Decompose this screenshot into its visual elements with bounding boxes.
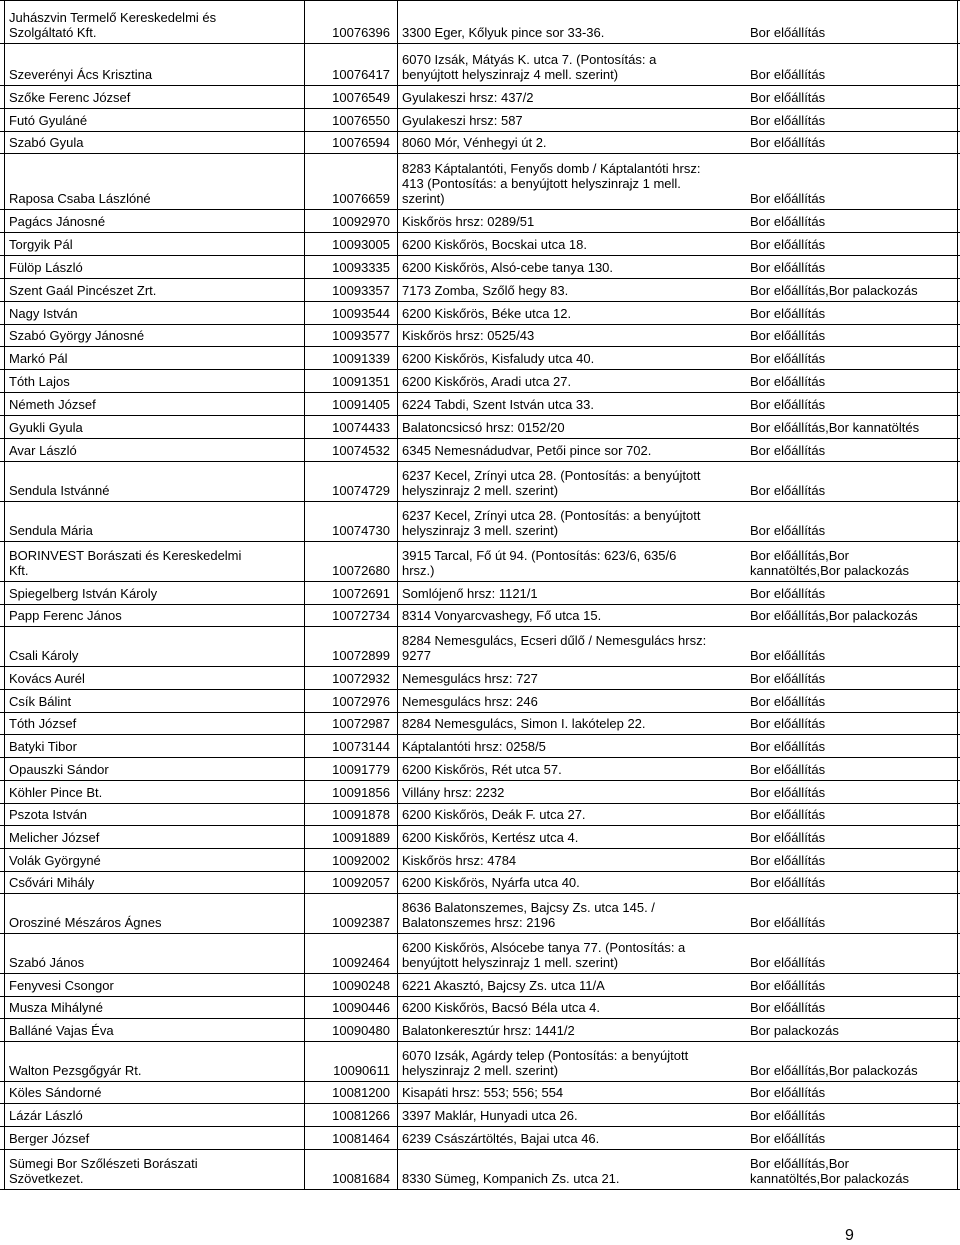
address-cell: Nemesgulács hrsz: 727 xyxy=(402,671,538,686)
table-row xyxy=(0,1019,960,1042)
holder-name-cell: Nagy István xyxy=(9,306,78,321)
table-row xyxy=(0,233,960,256)
table-row xyxy=(0,1104,960,1127)
table-row xyxy=(0,256,960,279)
activity-cell: Bor előállítás xyxy=(750,853,826,868)
table-row xyxy=(0,439,960,462)
activity-cell: Bor előállítás xyxy=(750,113,826,128)
activity-cell: Bor előállítás xyxy=(750,830,826,845)
table-row xyxy=(0,605,960,627)
address-cell: 3915 Tarcal, Fő út 94. (Pontosítás: 623/6, 635/6 hrsz.) xyxy=(402,548,677,578)
address-cell: 6200 Kiskőrös, Béke utca 12. xyxy=(402,306,572,321)
address-cell: 6237 Kecel, Zrínyi utca 28. (Pontosítás: a benyújtott helyszinrajz 3 mell. szerint) xyxy=(402,508,701,538)
holder-name-cell: Spiegelberg István Károly xyxy=(9,586,158,601)
activity-cell: Bor előállítás xyxy=(750,694,826,709)
address-cell: 6200 Kiskőrös, Rét utca 57. xyxy=(402,762,562,777)
address-cell: 8636 Balatonszemes, Bajcsy Zs. utca 145. / Balatonszemes hrsz: 2196 xyxy=(402,900,655,930)
holder-name-cell: Raposa Csaba Lászlóné xyxy=(9,191,151,206)
registration-number-cell: 10092464 xyxy=(332,955,390,970)
address-cell: 3300 Eger, Kőlyuk pince sor 33-36. xyxy=(402,25,605,40)
holder-name-cell: Köles Sándorné xyxy=(9,1085,102,1100)
holder-name-cell: Sendula Istvánné xyxy=(9,483,110,498)
activity-cell: Bor előállítás xyxy=(750,586,826,601)
holder-name-cell: Pszota István xyxy=(9,807,88,822)
table-row xyxy=(0,416,960,439)
holder-name-cell: Torgyik Pál xyxy=(9,237,73,252)
holder-name-cell: Lázár László xyxy=(9,1108,83,1123)
address-cell: 3397 Maklár, Hunyadi utca 26. xyxy=(402,1108,578,1123)
address-cell: 6200 Kiskőrös, Alsó-cebe tanya 130. xyxy=(402,260,614,275)
registration-number-cell: 10072691 xyxy=(332,586,390,601)
holder-name-cell: Gyukli Gyula xyxy=(9,420,83,435)
table-row xyxy=(0,370,960,393)
address-cell: 8284 Nemesgulács, Simon I. lakótelep 22. xyxy=(402,716,646,731)
address-cell: 6200 Kiskőrös, Nyárfa utca 40. xyxy=(402,875,580,890)
address-cell: Kiskőrös hrsz: 4784 xyxy=(402,853,517,868)
activity-cell: Bor előállítás xyxy=(750,523,826,538)
registration-number-cell: 10090611 xyxy=(333,1063,390,1078)
registration-number-cell: 10072976 xyxy=(332,694,390,709)
table-row xyxy=(0,347,960,370)
activity-cell: Bor előállítás xyxy=(750,716,826,731)
address-cell: 6345 Nemesnádudvar, Petői pince sor 702. xyxy=(402,443,652,458)
activity-cell: Bor előállítás xyxy=(750,955,826,970)
registration-number-cell: 10090480 xyxy=(332,1023,390,1038)
holder-name-cell: BORINVEST Borászati és Kereskedelmi Kft. xyxy=(9,548,242,578)
holder-name-cell: Tóth Lajos xyxy=(9,374,70,389)
activity-cell: Bor előállítás xyxy=(750,785,826,800)
activity-cell: Bor előállítás xyxy=(750,807,826,822)
holder-name-cell: Csővári Mihály xyxy=(9,875,95,890)
activity-cell: Bor előállítás xyxy=(750,978,826,993)
address-cell: 6200 Kiskőrös, Bocskai utca 18. xyxy=(402,237,587,252)
table-row xyxy=(0,44,960,86)
table-row xyxy=(0,1150,960,1190)
page-number: 9 xyxy=(845,1227,854,1244)
holder-name-cell: Szabó György Jánosné xyxy=(9,328,145,343)
table-row xyxy=(0,542,960,582)
table-row xyxy=(0,627,960,667)
address-cell: Gyulakeszi hrsz: 587 xyxy=(402,113,523,128)
address-cell: 6239 Császártöltés, Bajai utca 46. xyxy=(402,1131,600,1146)
address-cell: 6200 Kiskőrös, Kertész utca 4. xyxy=(402,830,579,845)
registration-number-cell: 10076549 xyxy=(332,90,390,105)
holder-name-cell: Juhászvin Termelő Kereskedelmi és Szolgáltató Kft. xyxy=(9,10,217,40)
address-cell: 6200 Kiskőrös, Bacsó Béla utca 4. xyxy=(402,1000,601,1015)
activity-cell: Bor előállítás xyxy=(750,483,826,498)
activity-cell: Bor előállítás xyxy=(750,214,826,229)
registration-number-cell: 10093335 xyxy=(332,260,390,275)
table-row xyxy=(0,462,960,502)
holder-name-cell: Melicher József xyxy=(9,830,100,845)
holder-name-cell: Sümegi Bor Szőlészeti Borászati Szövetkezet. xyxy=(9,1156,198,1186)
activity-cell: Bor előállítás xyxy=(750,671,826,686)
registration-number-cell: 10091339 xyxy=(332,351,390,366)
table-row xyxy=(0,934,960,974)
address-cell: 8314 Vonyarcvashegy, Fő utca 15. xyxy=(402,608,602,623)
address-cell: 6070 Izsák, Agárdy telep (Pontosítás: a benyújtott helyszinrajz 2 mell. szerint) xyxy=(402,1048,689,1078)
holder-name-cell: Berger József xyxy=(9,1131,90,1146)
address-cell: 6200 Kiskőrös, Deák F. utca 27. xyxy=(402,807,586,822)
registration-number-cell: 10072734 xyxy=(332,608,390,623)
activity-cell: Bor előállítás,Bor palackozás xyxy=(750,1063,918,1078)
activity-cell: Bor palackozás xyxy=(750,1023,839,1038)
activity-cell: Bor előállítás xyxy=(750,397,826,412)
activity-cell: Bor előállítás xyxy=(750,191,826,206)
table-row xyxy=(0,0,960,44)
holder-name-cell: Orosziné Mészáros Ágnes xyxy=(9,915,162,930)
activity-cell: Bor előállítás xyxy=(750,374,826,389)
registration-number-cell: 10093005 xyxy=(332,237,390,252)
activity-cell: Bor előállítás,Bor palackozás xyxy=(750,608,918,623)
table-row xyxy=(0,804,960,826)
holder-name-cell: Papp Ferenc János xyxy=(9,608,122,623)
registration-number-cell: 10091405 xyxy=(332,397,390,412)
registration-number-cell: 10076396 xyxy=(332,25,390,40)
address-cell: 6200 Kiskőrös, Aradi utca 27. xyxy=(402,374,572,389)
address-cell: Balatoncsicsó hrsz: 0152/20 xyxy=(402,420,565,435)
registration-number-cell: 10074729 xyxy=(332,483,390,498)
registration-number-cell: 10074730 xyxy=(332,523,390,538)
address-cell: 6200 Kiskőrös, Kisfaludy utca 40. xyxy=(402,351,595,366)
table-row xyxy=(0,826,960,849)
table-row xyxy=(0,974,960,997)
registration-number-cell: 10081464 xyxy=(332,1131,390,1146)
activity-cell: Bor előállítás xyxy=(750,25,826,40)
table-row xyxy=(0,735,960,758)
holder-name-cell: Volák Györgyné xyxy=(9,853,101,868)
address-cell: Káptalantóti hrsz: 0258/5 xyxy=(402,739,546,754)
table-row xyxy=(0,325,960,347)
holder-name-cell: Batyki Tibor xyxy=(9,739,77,754)
activity-cell: Bor előállítás,Bor kannatöltés,Bor palackozás xyxy=(750,548,909,578)
activity-cell: Bor előállítás xyxy=(750,762,826,777)
registration-number-cell: 10092002 xyxy=(332,853,390,868)
holder-name-cell: Sendula Mária xyxy=(9,523,93,538)
table-row xyxy=(0,872,960,894)
holder-name-cell: Balláné Vajas Éva xyxy=(9,1023,114,1038)
table-row xyxy=(0,109,960,132)
address-cell: 7173 Zomba, Szőlő hegy 83. xyxy=(402,283,569,298)
holder-name-cell: Szent Gaál Pincészet Zrt. xyxy=(9,283,157,298)
address-cell: Kiskőrös hrsz: 0289/51 xyxy=(402,214,535,229)
table-row xyxy=(0,690,960,713)
holder-name-cell: Fülöp László xyxy=(9,260,83,275)
registration-number-cell: 10076594 xyxy=(332,135,390,150)
registration-number-cell: 10076550 xyxy=(332,113,390,128)
table-row xyxy=(0,849,960,872)
holder-name-cell: Szabó János xyxy=(9,955,85,970)
holder-name-cell: Szabó Gyula xyxy=(9,135,84,150)
activity-cell: Bor előállítás xyxy=(750,1000,826,1015)
address-cell: 8330 Sümeg, Kompanich Zs. utca 21. xyxy=(402,1171,620,1186)
registration-number-cell: 10072932 xyxy=(332,671,390,686)
activity-cell: Bor előállítás,Bor palackozás xyxy=(750,283,918,298)
table-row xyxy=(0,582,960,605)
registration-number-cell: 10076659 xyxy=(332,191,390,206)
activity-cell: Bor előállítás xyxy=(750,351,826,366)
address-cell: 6200 Kiskőrös, Alsócebe tanya 77. (Pontosítás: a benyújtott helyszinrajz 1 mell. szerint) xyxy=(402,940,686,970)
activity-cell: Bor előállítás xyxy=(750,1085,826,1100)
table-row xyxy=(0,667,960,690)
activity-cell: Bor előállítás,Bor kannatöltés xyxy=(750,420,920,435)
table-row xyxy=(0,154,960,210)
address-cell: 8284 Nemesgulács, Ecseri dűlő / Nemesgulács hrsz: 9277 xyxy=(402,633,707,663)
registration-number-cell: 10091779 xyxy=(332,762,390,777)
table-row xyxy=(0,502,960,542)
registration-number-cell: 10093577 xyxy=(332,328,390,343)
registration-number-cell: 10093357 xyxy=(332,283,390,298)
holder-name-cell: Csík Bálint xyxy=(9,694,72,709)
activity-cell: Bor előállítás xyxy=(750,915,826,930)
table-row xyxy=(0,132,960,154)
address-cell: Kiskőrös hrsz: 0525/43 xyxy=(402,328,535,343)
activity-cell: Bor előállítás xyxy=(750,67,826,82)
registration-number-cell: 10081200 xyxy=(332,1085,390,1100)
address-cell: Nemesgulács hrsz: 246 xyxy=(402,694,538,709)
holder-name-cell: Csali Károly xyxy=(9,648,79,663)
registration-number-cell: 10073144 xyxy=(332,739,390,754)
address-cell: 8060 Mór, Vénhegyi út 2. xyxy=(402,135,547,150)
registration-number-cell: 10081684 xyxy=(332,1171,390,1186)
registration-number-cell: 10092387 xyxy=(332,915,390,930)
holder-name-cell: Markó Pál xyxy=(9,351,68,366)
activity-cell: Bor előállítás,Bor kannatöltés,Bor palackozás xyxy=(750,1156,909,1186)
registration-number-cell: 10091889 xyxy=(332,830,390,845)
registration-number-cell: 10081266 xyxy=(332,1108,390,1123)
holder-name-cell: Tóth József xyxy=(9,716,77,731)
holder-name-cell: Walton Pezsgőgyár Rt. xyxy=(9,1063,142,1078)
table-row xyxy=(0,1127,960,1150)
table-row xyxy=(0,279,960,302)
address-cell: Balatonkeresztúr hrsz: 1441/2 xyxy=(402,1023,575,1038)
address-cell: 8283 Káptalantóti, Fenyős domb / Káptalantóti hrsz: 413 (Pontosítás: a benyújtott helyszinrajz 1 mell. szerint) xyxy=(402,161,701,206)
activity-cell: Bor előállítás xyxy=(750,1131,826,1146)
address-cell: 6237 Kecel, Zrínyi utca 28. (Pontosítás: a benyújtott helyszinrajz 2 mell. szerint) xyxy=(402,468,701,498)
table-row xyxy=(0,781,960,804)
holder-name-cell: Szőke Ferenc József xyxy=(9,90,131,105)
holder-name-cell: Kovács Aurél xyxy=(9,671,85,686)
registration-number-cell: 10072899 xyxy=(332,648,390,663)
registration-number-cell: 10074433 xyxy=(332,420,390,435)
address-cell: Villány hrsz: 2232 xyxy=(402,785,505,800)
registration-number-cell: 10090248 xyxy=(332,978,390,993)
registration-number-cell: 10072680 xyxy=(332,563,390,578)
activity-cell: Bor előállítás xyxy=(750,306,826,321)
holder-name-cell: Szeverényi Ács Krisztina xyxy=(9,67,153,82)
table-row xyxy=(0,302,960,325)
activity-cell: Bor előállítás xyxy=(750,237,826,252)
table-row xyxy=(0,894,960,934)
registration-number-cell: 10076417 xyxy=(332,67,390,82)
registration-number-cell: 10093544 xyxy=(332,306,390,321)
table-row xyxy=(0,758,960,781)
registration-number-cell: 10091351 xyxy=(332,374,390,389)
activity-cell: Bor előállítás xyxy=(750,90,826,105)
activity-cell: Bor előállítás xyxy=(750,328,826,343)
holder-name-cell: Musza Mihályné xyxy=(9,1000,103,1015)
table-row xyxy=(0,393,960,416)
registration-number-cell: 10072987 xyxy=(332,716,390,731)
registration-number-cell: 10092970 xyxy=(332,214,390,229)
table-row xyxy=(0,210,960,233)
registration-number-cell: 10074532 xyxy=(332,443,390,458)
registration-number-cell: 10091856 xyxy=(332,785,390,800)
table-row xyxy=(0,1082,960,1104)
holder-name-cell: Fenyvesi Csongor xyxy=(9,978,114,993)
table-row xyxy=(0,997,960,1019)
table-row xyxy=(0,86,960,109)
table-row xyxy=(0,1042,960,1082)
address-cell: 6221 Akasztó, Bajcsy Zs. utca 11/A xyxy=(402,978,605,993)
registration-number-cell: 10092057 xyxy=(332,875,390,890)
activity-cell: Bor előállítás xyxy=(750,1108,826,1123)
table-row xyxy=(0,713,960,735)
address-cell: 6224 Tabdi, Szent István utca 33. xyxy=(402,397,595,412)
holder-name-cell: Opauszki Sándor xyxy=(9,762,109,777)
activity-cell: Bor előállítás xyxy=(750,443,826,458)
activity-cell: Bor előállítás xyxy=(750,260,826,275)
registration-number-cell: 10090446 xyxy=(332,1000,390,1015)
activity-cell: Bor előállítás xyxy=(750,739,826,754)
registration-number-cell: 10091878 xyxy=(332,807,390,822)
holder-name-cell: Avar László xyxy=(9,443,77,458)
address-cell: 6070 Izsák, Mátyás K. utca 7. (Pontosítás: a benyújtott helyszinrajz 4 mell. szerint) xyxy=(402,52,657,82)
holder-name-cell: Futó Gyuláné xyxy=(9,113,88,128)
address-cell: Somlójenő hrsz: 1121/1 xyxy=(402,586,538,601)
activity-cell: Bor előállítás xyxy=(750,135,826,150)
activity-cell: Bor előállítás xyxy=(750,875,826,890)
holder-name-cell: Pagács Jánosné xyxy=(9,214,106,229)
address-cell: Gyulakeszi hrsz: 437/2 xyxy=(402,90,534,105)
holder-name-cell: Köhler Pince Bt. xyxy=(9,785,103,800)
address-cell: Kisapáti hrsz: 553; 556; 554 xyxy=(402,1085,564,1100)
holder-name-cell: Németh József xyxy=(9,397,96,412)
activity-cell: Bor előállítás xyxy=(750,648,826,663)
